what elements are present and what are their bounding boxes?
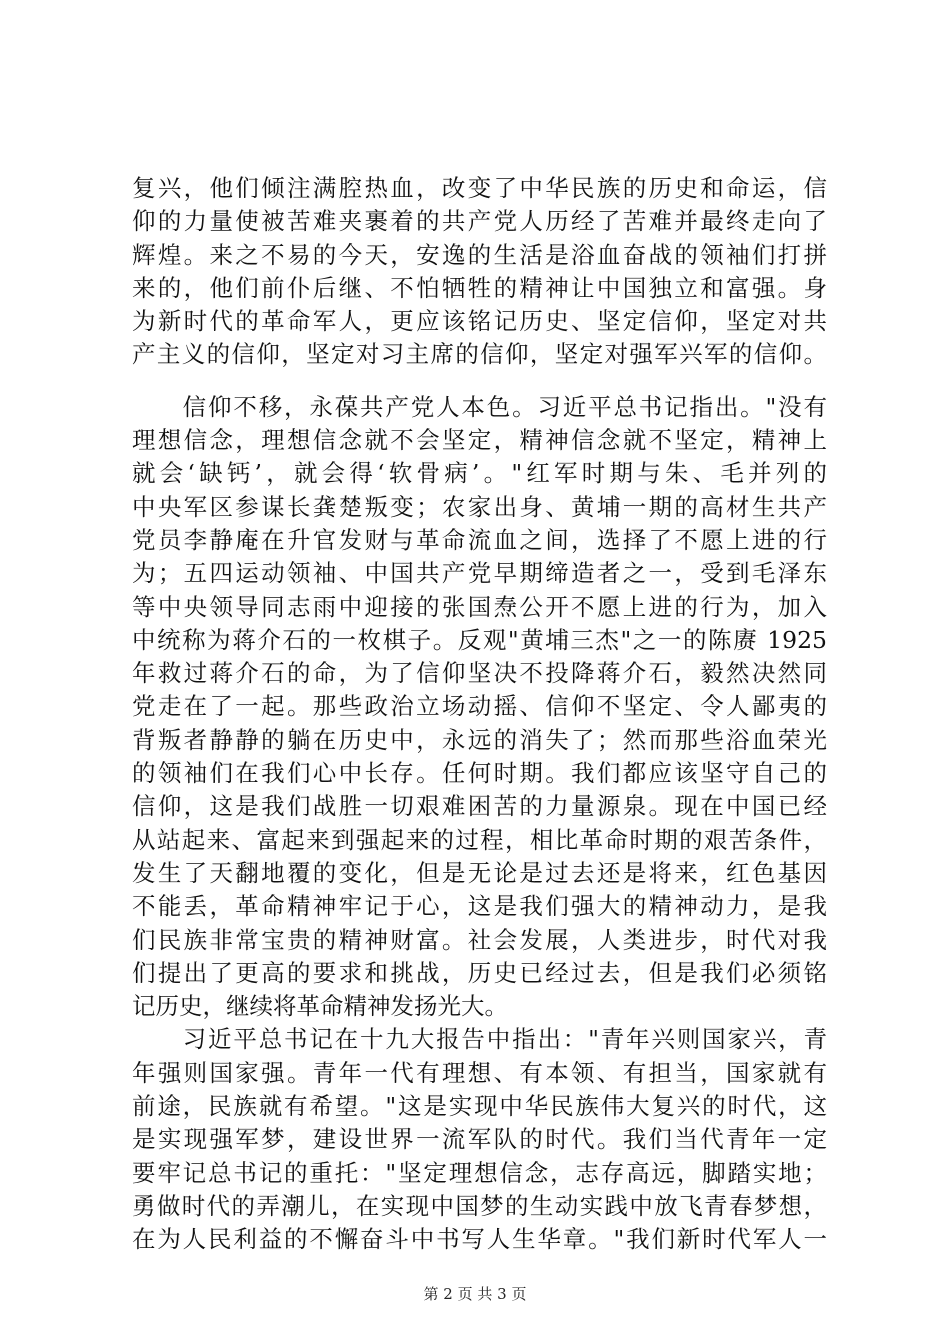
text-line: 年救过蒋介石的命，为了信仰坚决不投降蒋介石，毅然决然同 — [132, 659, 827, 688]
text-line: 中统称为蒋介石的一枚棋子。反观"黄埔三杰"之一的陈赓 1925 — [132, 625, 827, 654]
text-line: 为；五四运动领袖、中国共产党早期缔造者之一，受到毛泽东 — [132, 559, 827, 588]
text-line: 党走在了一起。那些政治立场动摇、信仰不坚定、令人鄙夷的 — [132, 692, 827, 721]
text-line: 前途，民族就有希望。"这是实现中华民族伟大复兴的时代，这 — [132, 1092, 827, 1121]
text-line: 辉煌。来之不易的今天，安逸的生活是浴血奋战的领袖们打拼 — [132, 240, 827, 269]
paragraph-2 — [132, 391, 827, 1024]
text-line: 是实现强军梦，建设世界一流军队的时代。我们当代青年一定 — [132, 1125, 827, 1154]
page-number-footer: 第 2 页 共 3 页 — [423, 1285, 527, 1303]
paragraph-gap — [132, 372, 827, 391]
text-line: 信仰，这是我们战胜一切艰难困苦的力量源泉。现在中国已经 — [132, 792, 827, 821]
text-line: 理想信念，理想信念就不会坚定，精神信念就不坚定，精神上 — [132, 426, 827, 455]
text-line: 们民族非常宝贵的精神财富。社会发展，人类进步，时代对我 — [132, 925, 827, 954]
text-line: 中央军区参谋长龚楚叛变；农家出身、黄埔一期的高材生共产 — [132, 492, 827, 521]
text-line: 勇做时代的弄潮儿，在实现中国梦的生动实践中放飞青春梦想， — [132, 1191, 827, 1220]
text-line: 习近平总书记在十九大报告中指出："青年兴则国家兴，青 — [132, 1025, 827, 1054]
text-line: 信仰不移，永葆共产党人本色。习近平总书记指出。"没有 — [132, 392, 827, 421]
text-line: 从站起来、富起来到强起来的过程，相比革命时期的艰苦条件， — [132, 825, 827, 854]
document-body — [132, 172, 827, 1257]
text-line: 产主义的信仰，坚定对习主席的信仰，坚定对强军兴军的信仰。 — [132, 340, 827, 369]
paragraph-3 — [132, 1023, 827, 1256]
text-line: 背叛者静静的躺在历史中，永远的消失了；然而那些浴血荣光 — [132, 725, 827, 754]
text-line: 为新时代的革命军人，更应该铭记历史、坚定信仰，坚定对共 — [132, 307, 827, 336]
text-line: 们提出了更高的要求和挑战，历史已经过去，但是我们必须铭 — [132, 958, 827, 987]
text-line: 发生了天翻地覆的变化，但是无论是过去还是将来，红色基因 — [132, 858, 827, 887]
text-line: 就会‘缺钙’，就会得‘软骨病’。"红军时期与朱、毛并列的 — [132, 459, 827, 488]
text-line: 记历史，继续将革命精神发扬光大。 — [132, 992, 508, 1021]
text-line: 不能丢，革命精神牢记于心，这是我们强大的精神动力，是我 — [132, 892, 827, 921]
text-line: 来的，他们前仆后继、不怕牺牲的精神让中国独立和富强。身 — [132, 273, 827, 302]
text-line: 的领袖们在我们心中长存。任何时期。我们都应该坚守自己的 — [132, 759, 827, 788]
text-line: 要牢记总书记的重托："坚定理想信念，志存高远，脚踏实地； — [132, 1158, 827, 1187]
paragraph-1 — [132, 172, 827, 372]
text-line: 复兴，他们倾注满腔热血，改变了中华民族的历史和命运，信 — [132, 174, 827, 202]
text-line: 仰的力量使被苦难夹裹着的共产党人历经了苦难并最终走向了 — [132, 207, 827, 236]
text-line: 年强则国家强。青年一代有理想、有本领、有担当，国家就有 — [132, 1058, 827, 1087]
text-line: 党员李静庵在升官发财与革命流血之间，选择了不愿上进的行 — [132, 525, 827, 554]
text-line: 等中央领导同志雨中迎接的张国焘公开不愿上进的行为，加入 — [132, 592, 827, 621]
text-line: 在为人民利益的不懈奋斗中书写人生华章。"我们新时代军人一 — [132, 1225, 827, 1254]
